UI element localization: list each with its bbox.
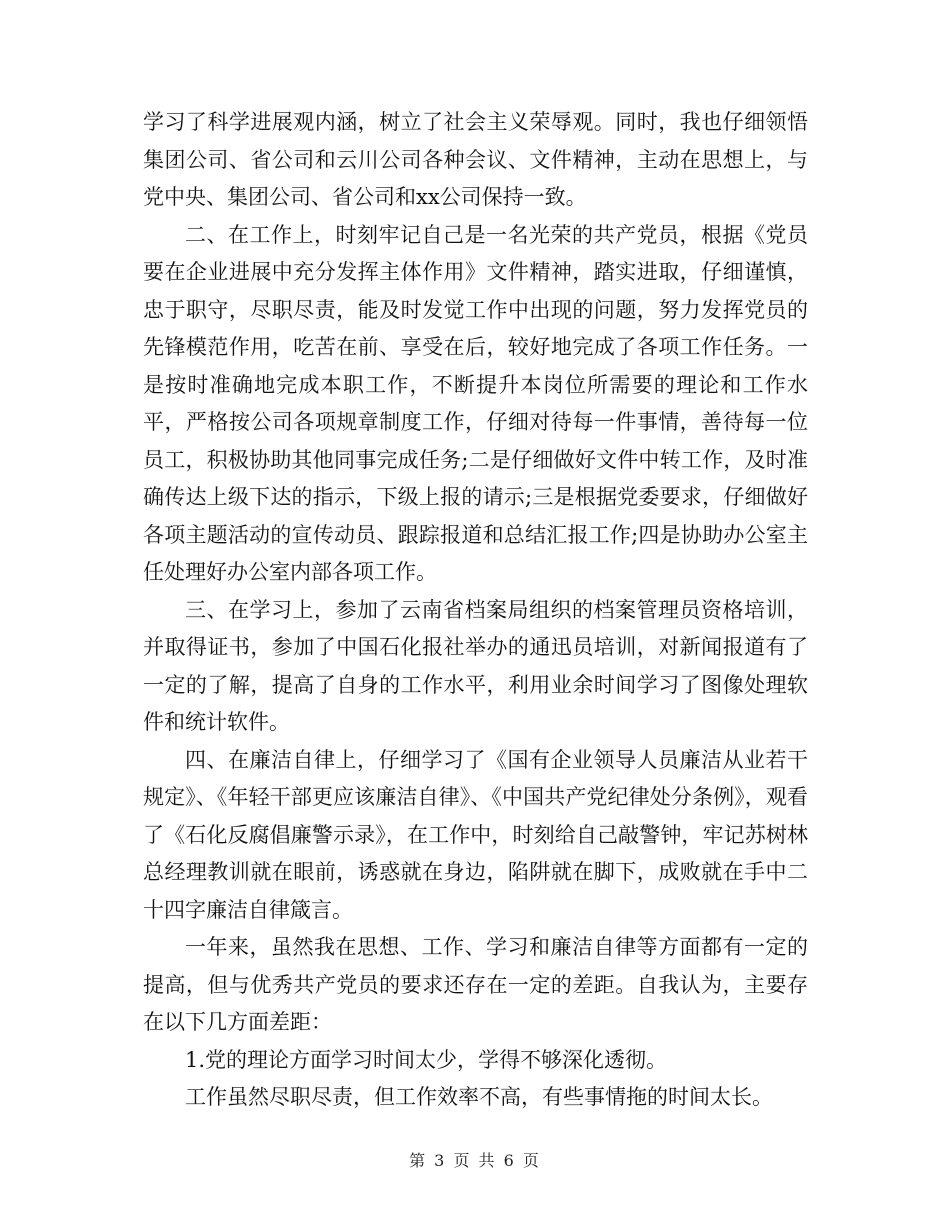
paragraph-6: 1.党的理论方面学习时间太少，学得不够深化透彻。 bbox=[185, 1047, 668, 1072]
paragraph-7: 工作虽然尽职尽责，但工作效率不高，有些事情拖的时间太长。 bbox=[185, 1085, 773, 1109]
paragraph-5: 一年来，虽然我在思想、工作、学习和廉洁自律等方面都有一定的提高，但与优秀共产党员的要求还存在一定的差距。自我认为，主要存在以下几方面差距： bbox=[143, 935, 808, 1034]
document-body bbox=[143, 104, 808, 1117]
paragraph-2: 二、在工作上，时刻牢记自己是一名光荣的共产党员，根据《党员要在企业进展中充分发挥主体作用》文件精神，踏实进取，仔细谨慎，忠于职守，尽职尽责，能及时发觉工作中出现的问题，努力发挥党员的先锋模范作用，吃苦在前、享受在后，较好地完成了各项工作任务。一是按时准确地完成本职工作，不断提升本岗位所需要的理论和工作水平，严格按公司各项规章制度工作，仔细对待每一件事情，善待每一位员工，积极协助其他同事完成任务;二是仔细做好文件中转工作，及时准确传达上级下达的指示，下级上报的请示;三是根据党委要求，仔细做好各项主题活动的宣传动员、跟踪报道和总结汇报工作;四是协助办公室主任处理好办公室内部各项工作。 bbox=[143, 222, 808, 584]
page-number-footer: 第 3 页 共 6 页 bbox=[409, 1151, 541, 1170]
paragraph-4: 四、在廉洁自律上，仔细学习了《国有企业领导人员廉洁从业若干规定》、《年轻干部更应该廉洁自律》、《中国共产党纪律处分条例》，观看了《石化反腐倡廉警示录》，在工作中，时刻给自己敲警钟，牢记苏树林总经理教训就在眼前，诱惑就在身边，陷阱就在脚下，成败就在手中二十四字廉洁自律箴言。 bbox=[143, 747, 808, 922]
paragraph-3: 三、在学习上，参加了云南省档案局组织的档案管理员资格培训，并取得证书，参加了中国石化报社举办的通迅员培训，对新闻报道有了一定的了解，提高了自身的工作水平，利用业余时间学习了图像处理软件和统计软件。 bbox=[143, 597, 808, 734]
paragraph-1: 学习了科学进展观内涵，树立了社会主义荣辱观。同时，我也仔细领悟集团公司、省公司和云川公司各种会议、文件精神，主动在思想上，与党中央、集团公司、省公司和xx公司保持一致。 bbox=[143, 110, 808, 209]
